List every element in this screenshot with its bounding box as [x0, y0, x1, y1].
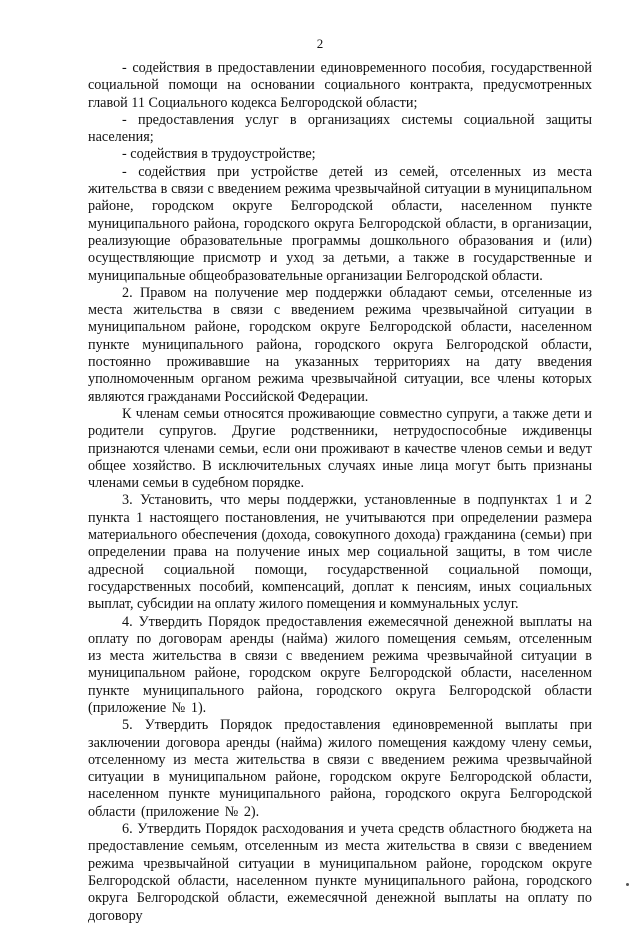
paragraph-employment: - содействия в трудоустройстве;	[122, 146, 316, 163]
paragraph-family-members: К членам семьи относятся проживающие совместно супруги, а также дети и родители супругов. Другие родственники, нетрудоспособные иждивенцы признаются членами семьи, если они проживают в качестве членов семьи и ведут общее хозяйство. В исключительных случаях иные лица могут быть признаны членами семьи в судебном порядке.	[88, 405, 592, 492]
paragraph-social-services: - предоставления услуг в организациях системы социальной защиты населения;	[88, 111, 592, 146]
paragraph-item-6: 6. Утвердить Порядок расходования и учета средств областного бюджета на предоставление семьям, отселенным из места жительства в связи с введением режима чрезвычайной ситуации в муниципальном районе, городском округе Белгородской области, населенном пункте муниципального района, городского округа Белгородской области, ежемесячной денежной выплаты на оплату по договору	[88, 821, 592, 924]
paragraph-item-2: 2. Правом на получение мер поддержки обладают семьи, отселенные из места жительства в связи с введением режима чрезвычайной ситуации в муниципальном районе, городском округе Белгородской области, населенном пункте муниципального района, городского округа Белгородской области, постоянно проживавшие на указанных территориях на дату введения уполномоченным органом режима чрезвычайной ситуации, все члены которых являются гражданами Российской Федерации.	[88, 284, 592, 405]
paragraph-benefit-assistance: - содействия в предоставлении единовременного пособия, государственной социальной помощи на основании социального контракта, предусмотренных главой 11 Социального кодекса Белгородской области;	[88, 60, 592, 111]
paragraph-item-5: 5. Утвердить Порядок предоставления единовременной выплаты при заключении договора аренды (найма) жилого помещения каждому члену семьи, отселенному из места жительства в связи с введением режима чрезвычайной ситуации в муниципальном районе, городском округе Белгородской области, населенном пункте муниципального района, городского округа Белгородской области (приложение № 2).	[88, 717, 592, 820]
document-body	[88, 60, 592, 925]
page-number: 2	[316, 36, 324, 51]
paragraph-children-placement: - содействия при устройстве детей из семей, отселенных из места жительства в связи с введением режима чрезвычайной ситуации в муниципальном районе, городском округе Белгородской области, населенном пункте муниципального района, городского округа Белгородской области, в организации, реализующие образовательные программы дошкольного образования и (или) осуществляющие присмотр и уход за детьми, а также в государственные и муниципальные общеобразовательные организации Белгородской области.	[88, 163, 592, 284]
paragraph-item-4: 4. Утвердить Порядок предоставления ежемесячной денежной выплаты на оплату по договорам аренды (найма) жилого помещения семьям, отселенным из места жительства в связи с введением режима чрезвычайной ситуации в муниципальном районе, городском округе Белгородской области, населенном пункте муниципального района, городского округа Белгородской области (приложение № 1).	[88, 613, 592, 716]
paragraph-item-3: 3. Установить, что меры поддержки, установленные в подпунктах 1 и 2 пункта 1 настоящего постановления, не учитываются при определении размера материального обеспечения (дохода, совокупного дохода) гражданина (семьи) при определении права на получение иных мер социальной защиты, в том числе адресной социальной помощи, государственной социальной помощи, государственных пособий, компенсаций, доплат к пенсиям, иных социальных выплат, субсидии на оплату жилого помещения и коммунальных услуг.	[88, 492, 592, 613]
scan-speck	[626, 883, 629, 886]
